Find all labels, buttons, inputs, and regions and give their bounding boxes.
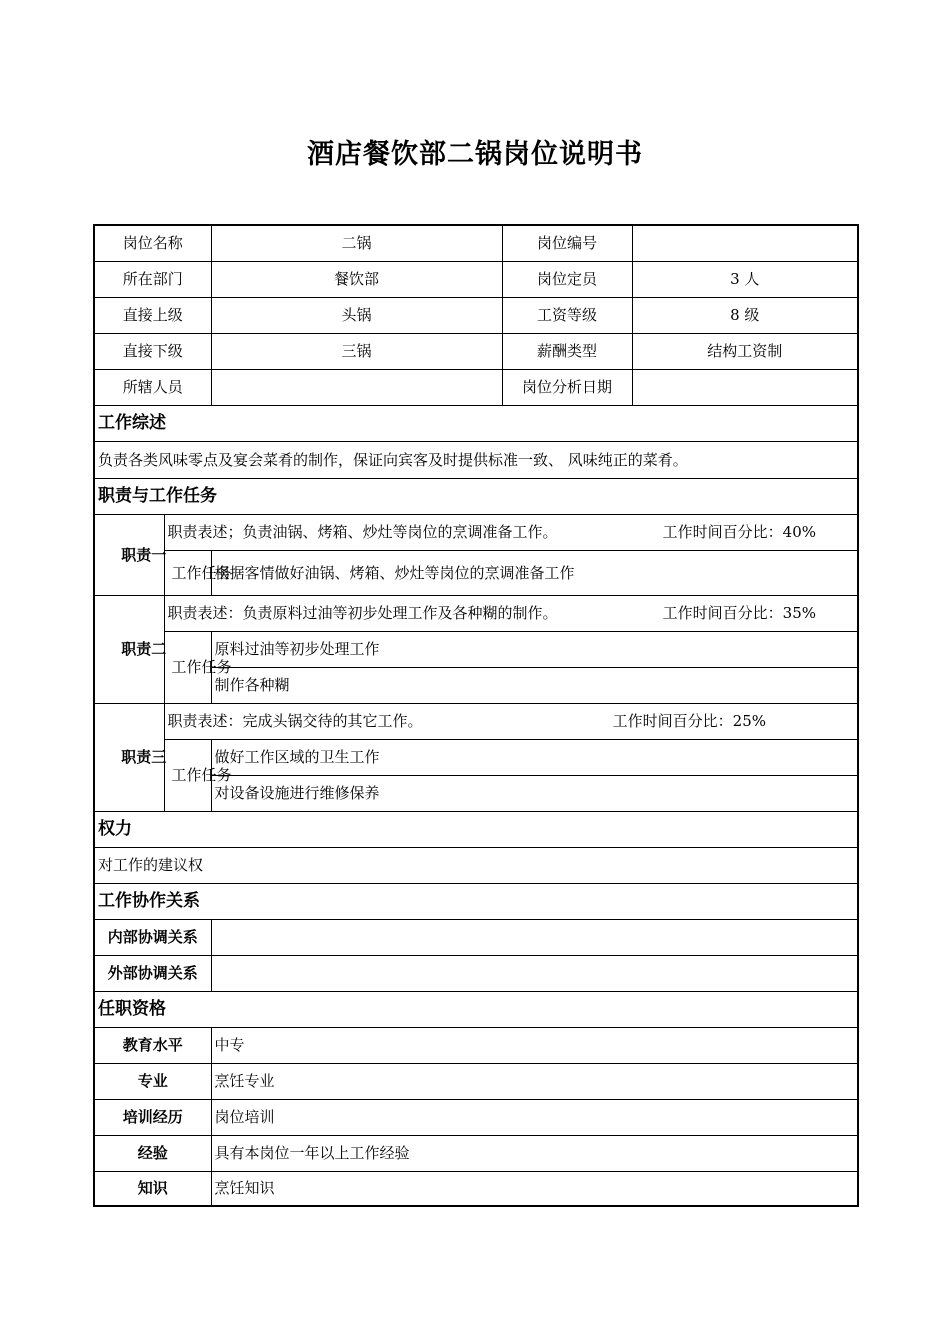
duty-desc-row xyxy=(94,595,858,631)
section-header xyxy=(94,478,858,514)
qualification-row xyxy=(94,1027,858,1063)
summary-text: 负责各类风味零点及宴会菜肴的制作，保证向宾客及时提供标准一致、 风味纯正的菜肴。 xyxy=(94,441,858,478)
duty-task-row xyxy=(94,739,858,775)
basic-value: 三锅 xyxy=(211,333,502,369)
task-item: 根据客情做好油锅、烤箱、炒灶等岗位的烹调准备工作 xyxy=(211,550,858,595)
task-item: 制作各种糊 xyxy=(211,667,858,703)
duty-desc xyxy=(164,595,858,631)
duty-desc xyxy=(164,703,858,739)
task-label-text: 工作任务 xyxy=(171,563,232,582)
external-value xyxy=(211,955,858,991)
authority-row xyxy=(94,847,858,883)
task-item: 原料过油等初步处理工作 xyxy=(211,631,858,667)
basic-row xyxy=(94,369,858,405)
duty-desc-text: 职责表述：负责原料过油等初步处理工作及各种糊的制作。 xyxy=(167,604,558,622)
duty-percent: 工作时间百分比：25% xyxy=(612,712,767,730)
duty-label-text: 职责二 xyxy=(121,640,167,658)
task-item: 做好工作区域的卫生工作 xyxy=(211,739,858,775)
basic-label: 岗位分析日期 xyxy=(502,369,632,405)
section-header xyxy=(94,405,858,441)
basic-label: 岗位定员 xyxy=(502,261,632,297)
qualification-label: 经验 xyxy=(94,1135,211,1171)
task-label xyxy=(164,631,232,703)
qualifications-heading: 任职资格 xyxy=(94,991,858,1027)
basic-label: 工资等级 xyxy=(502,297,632,333)
authority-heading: 权力 xyxy=(94,811,858,847)
relation-row xyxy=(94,955,858,991)
internal-label: 内部协调关系 xyxy=(94,919,211,955)
basic-value xyxy=(632,225,858,261)
qualification-value: 具有本岗位一年以上工作经验 xyxy=(211,1135,858,1171)
basic-row xyxy=(94,297,858,333)
basic-value: 二锅 xyxy=(211,225,502,261)
relations-heading: 工作协作关系 xyxy=(94,883,858,919)
duty-desc-row xyxy=(94,703,858,739)
basic-label: 岗位编号 xyxy=(502,225,632,261)
qualification-label: 知识 xyxy=(94,1171,211,1206)
qualification-row xyxy=(94,1099,858,1135)
duty-task-row xyxy=(94,550,858,595)
basic-row xyxy=(94,261,858,297)
basic-label: 直接下级 xyxy=(94,333,211,369)
basic-value xyxy=(632,369,858,405)
duty-label xyxy=(94,595,167,703)
section-header xyxy=(94,883,858,919)
basic-value: 头锅 xyxy=(211,297,502,333)
internal-value xyxy=(211,919,858,955)
basic-value: 3 人 xyxy=(632,261,858,297)
basic-label: 直接上级 xyxy=(94,297,211,333)
duty-label-text: 职责一 xyxy=(121,545,167,564)
page-title: 酒店餐饮部二锅岗位说明书 xyxy=(307,139,643,170)
duty-label-text: 职责三 xyxy=(121,748,167,766)
duty-task-row xyxy=(94,631,858,667)
section-header xyxy=(94,991,858,1027)
duty-desc-row xyxy=(94,514,858,550)
duties-heading: 职责与工作任务 xyxy=(94,478,858,514)
basic-value: 8 级 xyxy=(632,297,858,333)
duty-percent: 工作时间百分比：40% xyxy=(662,523,817,541)
section-header xyxy=(94,811,858,847)
summary-heading: 工作综述 xyxy=(94,405,858,441)
qualification-value: 中专 xyxy=(211,1027,858,1063)
basic-value xyxy=(211,369,502,405)
authority-text: 对工作的建议权 xyxy=(94,847,858,883)
qualification-value: 烹饪知识 xyxy=(211,1171,858,1206)
task-item: 对设备设施进行维修保养 xyxy=(211,775,858,811)
qualification-label: 教育水平 xyxy=(94,1027,211,1063)
basic-value: 餐饮部 xyxy=(211,261,502,297)
duty-desc-text: 职责表述；负责油锅、烤箱、炒灶等岗位的烹调准备工作。 xyxy=(167,523,558,541)
qualification-row xyxy=(94,1135,858,1171)
task-label-text: 工作任务 xyxy=(171,766,232,784)
task-label xyxy=(164,739,232,811)
qualification-label: 专业 xyxy=(94,1063,211,1099)
basic-label: 岗位名称 xyxy=(94,225,211,261)
summary-row xyxy=(94,441,858,478)
duty-percent: 工作时间百分比：35% xyxy=(662,604,817,622)
basic-label: 薪酬类型 xyxy=(502,333,632,369)
basic-label: 所在部门 xyxy=(94,261,211,297)
relation-row xyxy=(94,919,858,955)
qualification-value: 烹饪专业 xyxy=(211,1063,858,1099)
duty-desc-text: 职责表述：完成头锅交待的其它工作。 xyxy=(167,712,423,730)
basic-row xyxy=(94,333,858,369)
external-label: 外部协调关系 xyxy=(94,955,211,991)
duty-desc xyxy=(164,514,858,550)
basic-row xyxy=(94,225,858,261)
basic-value: 结构工资制 xyxy=(632,333,858,369)
basic-label: 所辖人员 xyxy=(94,369,211,405)
duty-label xyxy=(94,514,167,595)
task-label xyxy=(164,550,232,595)
duty-label xyxy=(94,703,167,811)
qualification-row xyxy=(94,1063,858,1099)
job-description-table xyxy=(93,224,859,1207)
qualification-row xyxy=(94,1171,858,1206)
qualification-label: 培训经历 xyxy=(94,1099,211,1135)
qualification-value: 岗位培训 xyxy=(211,1099,858,1135)
task-label-text: 工作任务 xyxy=(171,658,232,676)
